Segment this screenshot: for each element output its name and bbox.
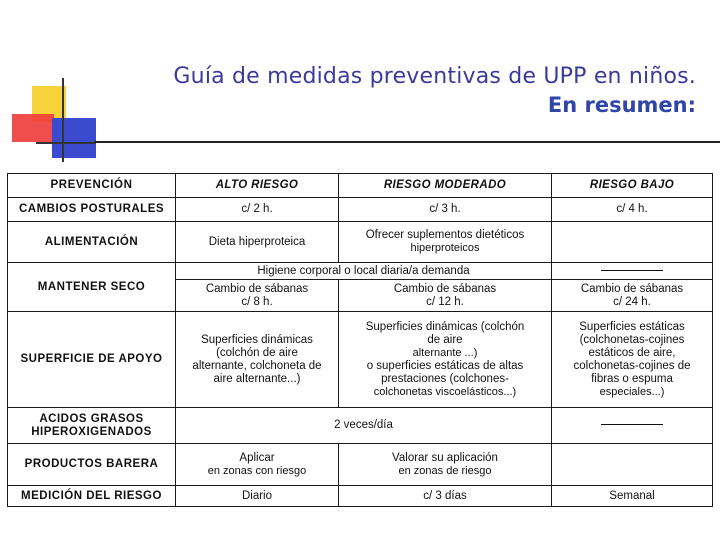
barrera-alto-line2: en zonas con riesgo [207, 464, 307, 477]
label-acidos-grasos-line1: ACIDOS GRASOS [39, 412, 144, 425]
superficie-bajo-line2: (colchonetas-cojines [579, 333, 685, 346]
logo-blue-block [52, 118, 96, 158]
superficie-alto-line1: Superficies dinámicas [201, 333, 313, 346]
cambios-moderado: c/ 3 h. [339, 198, 552, 222]
superficie-moderado-line5: prestaciones (colchones- [381, 372, 509, 385]
barrera-bajo [552, 444, 713, 486]
cambios-alto: c/ 2 h. [176, 198, 339, 222]
seco-bajo-line2: c/ 24 h. [613, 295, 651, 308]
medicion-moderado: c/ 3 días [339, 486, 552, 507]
logo-red-block [12, 114, 54, 142]
label-superficie-apoyo: SUPERFICIE DE APOYO [8, 312, 176, 408]
row-medicion-riesgo [8, 486, 713, 507]
alimentacion-moderado [339, 222, 552, 263]
barrera-moderado-line1: Valorar su aplicación [392, 451, 498, 464]
superficie-bajo-line1: Superficies estáticas [579, 320, 685, 333]
alimentacion-moderado-line2: hiperproteicos [410, 242, 480, 254]
barrera-alto-line1: Aplicar [239, 451, 275, 464]
prevention-table [7, 173, 713, 507]
cambios-bajo: c/ 4 h. [552, 198, 713, 222]
superficie-moderado-line4: o superficies estáticas de altas [366, 359, 524, 372]
header-riesgo-moderado: RIESGO MODERADO [339, 174, 552, 198]
superficie-alto-line3: alternante, colchoneta de [192, 359, 322, 372]
alimentacion-moderado-line1: Ofrecer suplementos dietéticos [365, 229, 525, 241]
acidos-bajo-dash [552, 408, 713, 444]
higiene-text: Higiene corporal o local diaria/a demanda [176, 263, 552, 280]
dash-line [601, 424, 663, 425]
higiene-bajo-dash [552, 263, 713, 280]
label-acidos-grasos [8, 408, 176, 444]
barrera-alto [176, 444, 339, 486]
title-divider [94, 141, 720, 143]
seco-alto-line2: c/ 8 h. [241, 295, 273, 308]
medicion-bajo: Semanal [552, 486, 713, 507]
label-cambios-posturales: CAMBIOS POSTURALES [8, 198, 176, 222]
superficie-alto-line2: (colchón de aire [216, 346, 298, 359]
superficie-alto [176, 312, 339, 408]
title-line-1: Guía de medidas preventivas de UPP en niños. [173, 64, 696, 89]
alimentacion-bajo [552, 222, 713, 263]
table-header-row [8, 174, 713, 198]
label-medicion-riesgo: MEDICIÓN DEL RIESGO [8, 486, 176, 507]
header-riesgo-bajo: RIESGO BAJO [552, 174, 713, 198]
superficie-bajo-line3: estáticos de aire, [588, 346, 676, 359]
seco-moderado-line1: Cambio de sábanas [393, 282, 497, 295]
superficie-moderado-line3: alternante ...) [412, 346, 478, 359]
barrera-moderado-line2: en zonas de riesgo [398, 464, 492, 477]
label-acidos-grasos-line2: HIPEROXIGENADOS [31, 425, 152, 438]
seco-alto-line1: Cambio de sábanas [205, 282, 309, 295]
slide-title [96, 64, 696, 117]
header-alto-riesgo: ALTO RIESGO [176, 174, 339, 198]
superficie-bajo-line5: fibras o espuma [591, 372, 673, 385]
superficie-moderado-line2: de aire [427, 333, 463, 346]
acidos-value: 2 veces/día [176, 408, 552, 444]
row-higiene [8, 263, 713, 280]
title-line-2: En resumen: [547, 93, 696, 117]
row-alimentacion [8, 222, 713, 263]
row-superficie-apoyo [8, 312, 713, 408]
superficie-alto-line4: aire alternante...) [213, 372, 301, 385]
superficie-moderado-line6: colchonetas viscoelásticos...) [373, 385, 517, 398]
superficie-moderado-line1: Superficies dinámicas (colchón [365, 320, 525, 333]
logo-horizontal-line [36, 142, 96, 144]
superficie-moderado [339, 312, 552, 408]
dash-line [601, 270, 663, 271]
superficie-bajo-line6: especiales...) [599, 385, 665, 398]
row-cambios-posturales [8, 198, 713, 222]
barrera-moderado [339, 444, 552, 486]
seco-bajo [552, 280, 713, 312]
superficie-bajo [552, 312, 713, 408]
seco-bajo-line1: Cambio de sábanas [580, 282, 684, 295]
medicion-alto: Diario [176, 486, 339, 507]
label-alimentacion: ALIMENTACIÓN [8, 222, 176, 263]
alimentacion-alto: Dieta hiperproteica [176, 222, 339, 263]
row-acidos-grasos [8, 408, 713, 444]
seco-alto [176, 280, 339, 312]
logo-vertical-line [62, 78, 64, 162]
superficie-bajo-line4: colchonetas-cojines de [573, 359, 691, 372]
label-mantener-seco: MANTENER SECO [8, 263, 176, 312]
label-productos-barrera: PRODUCTOS BARERA [8, 444, 176, 486]
header-prevencion: PREVENCIÓN [8, 174, 176, 198]
seco-moderado [339, 280, 552, 312]
row-productos-barrera [8, 444, 713, 486]
seco-moderado-line2: c/ 12 h. [426, 295, 464, 308]
